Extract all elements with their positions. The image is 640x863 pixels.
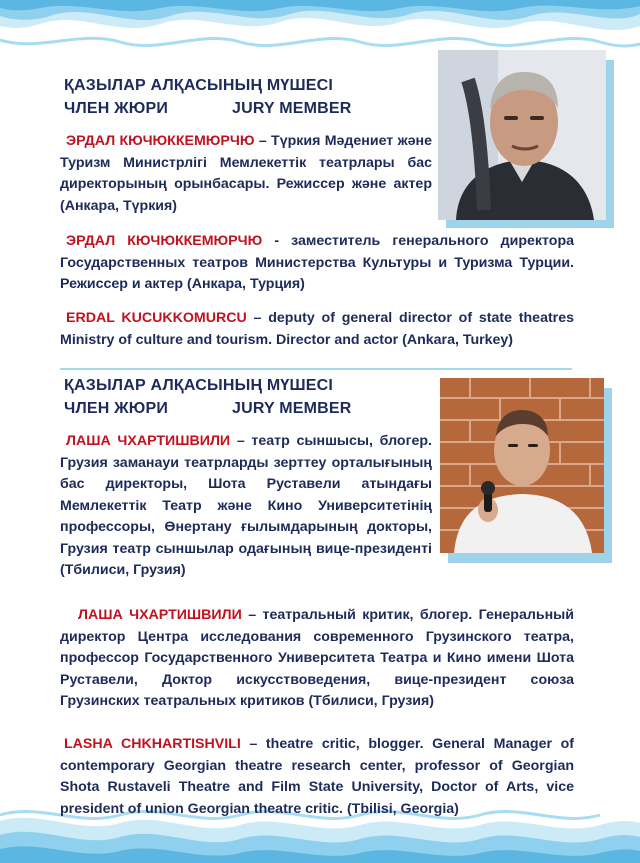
member-1-text-en: – deputy of general director of state theatres Ministry of culture and tourism. Director and actor (Ankara, Turkey): [60, 310, 574, 348]
member-2-name-kz: ЛАША ЧХАРТИШВИЛИ: [66, 433, 231, 449]
heading-kz: ҚАЗЫЛАР АЛҚАСЫНЫҢ МҮШЕСІ: [64, 377, 334, 394]
member-2-text-kz: – театр сыншысы, блогер. Грузия заманауи театрларды зерттеу орталығының бас директоры, Шота Руставели атындағы Мемлекеттік Театр және Кино Университетінің профессоры, Өнертану ғылымдарының докторы, Грузия театр сыншылар одағының вице-президенті (Тбилиси, Грузия): [60, 433, 432, 578]
heading-ru: ЧЛЕН ЖЮРИ: [64, 400, 169, 417]
member-2-name-en: LASHA CHKHARTISHVILI: [64, 736, 241, 752]
member-1-name-kz: ЭРДАЛ КЮЧЮККЕМЮРЧЮ: [66, 133, 255, 149]
member-2-bio-ru: [60, 605, 574, 713]
member-1-bio-ru: [60, 231, 574, 296]
section-divider: [60, 368, 572, 370]
jury-member-2-photo: [440, 378, 604, 553]
member-1-text-kz: – Түркия Мәдениет және Туризм Министрлігі Мемлекеттік театрлары бас директорының орынбасары. Режиссер және актер (Анкара, Түркия): [60, 133, 432, 214]
member-1-name-en: ERDAL KUCUKKOMURCU: [66, 310, 247, 326]
heading-ru: ЧЛЕН ЖЮРИ: [64, 100, 169, 117]
member-1-heading: [64, 74, 352, 120]
member-2-text-en: – theatre critic, blogger. General Manager of contemporary Georgian theatre research center, professor of Georgian Shota Rustaveli Theatre and Film State University, Doctor of Arts, vice president of union Georgian theatre critic. (Tbilisi, Georgia): [60, 736, 574, 817]
member-1-text-ru: - заместитель генерального директора Государственных театров Министерства Культуры и Туризма Турции. Режиссер и актер (Анкара, Турция): [60, 233, 574, 292]
member-2-bio-kz: [60, 431, 432, 582]
member-2-text-ru: – театральный критик, блогер. Генеральный директор Центра исследования современного Грузинского театра, профессор Государственного Университета Театра и Кино имени Шота Руставели, Доктор искусствоведения, вице-президент союза Грузинских театральных критиков (Тбилиси, Грузия): [60, 607, 574, 709]
member-1-bio-en: [60, 308, 574, 351]
heading-kz: ҚАЗЫЛАР АЛҚАСЫНЫҢ МҮШЕСІ: [64, 77, 334, 94]
member-2-name-ru: ЛАША ЧХАРТИШВИЛИ: [78, 607, 242, 623]
member-1-name-ru: ЭРДАЛ КЮЧЮККЕМЮРЧЮ: [66, 233, 263, 249]
heading-en: JURY MEMBER: [232, 400, 352, 417]
member-1-bio-kz: [60, 131, 432, 217]
jury-member-1-photo: [438, 50, 606, 220]
member-2-heading: [64, 374, 352, 420]
heading-en: JURY MEMBER: [232, 100, 352, 117]
member-2-bio-en: [60, 734, 574, 820]
